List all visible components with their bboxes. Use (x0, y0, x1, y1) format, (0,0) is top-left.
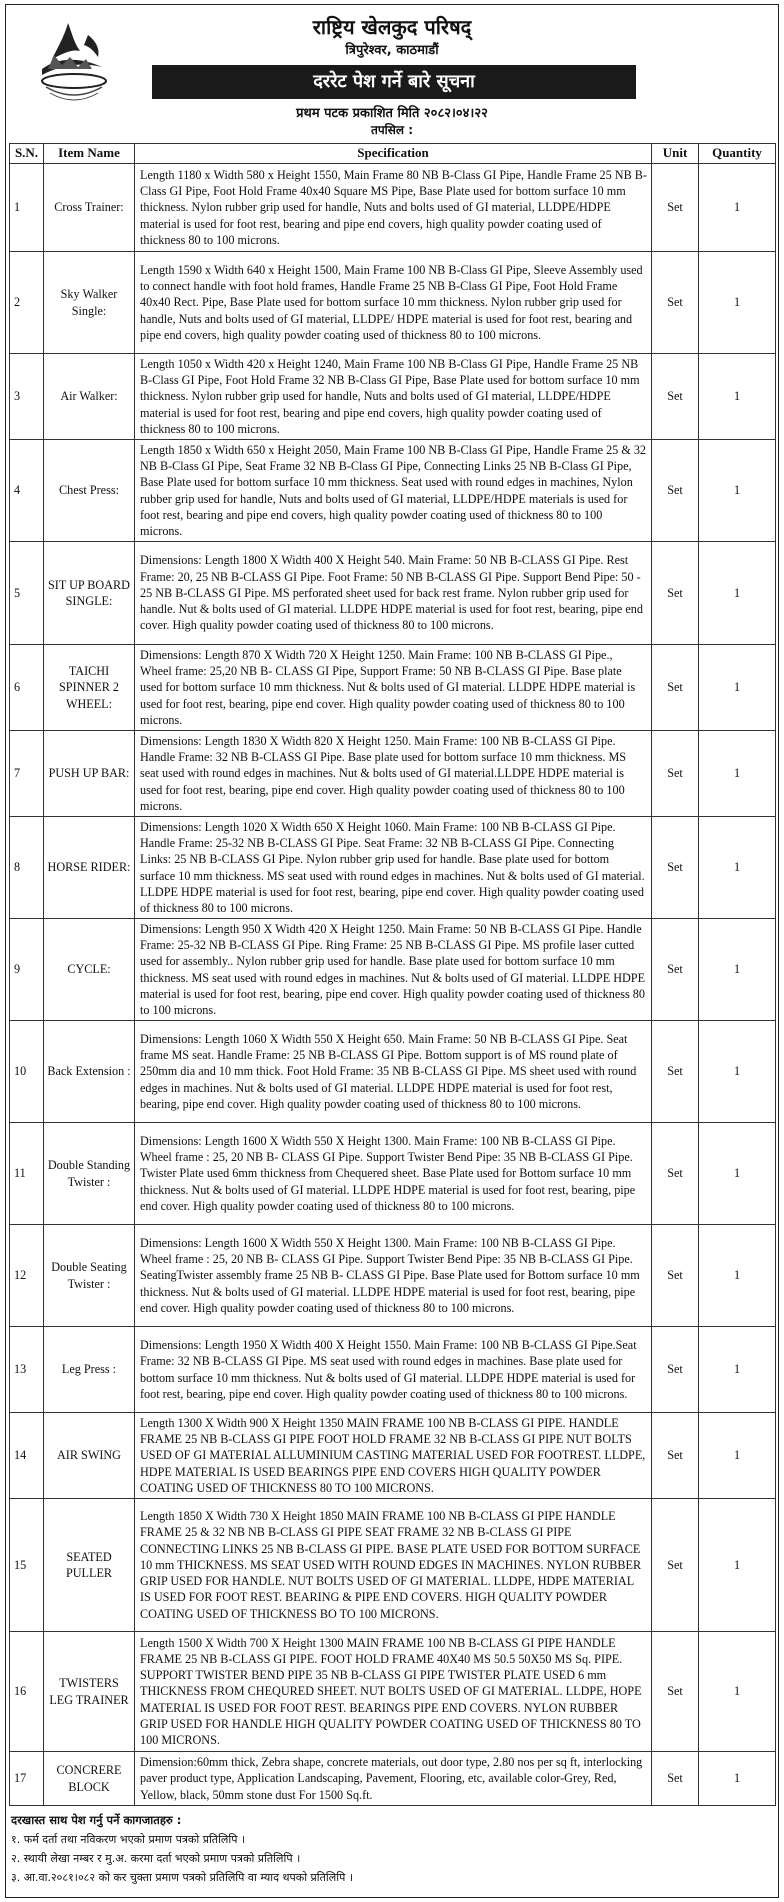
quantity-cell: 1 (699, 1752, 776, 1806)
table-row (10, 645, 776, 731)
serial-number-cell: 5 (10, 542, 44, 645)
specification-cell: Length 1850 x Width 650 x Height 2050, Main Frame 100 NB B-Class GI Pipe, Handle Frame 25 & 32 NB B-Class GI Pipe, Seat Frame 32 NB B-Class GI Pipe, Connecting Links 25 NB B-Class GI Pipe, Base Plate used for bottom surface 10 mm thickness. Seat used with round edges in machines, Nylon rubber grip used for handle, Nuts and bolts used of GI material, LLDPE/HDPE materials is used for foot rest, bearing and pipe end covers, high quality powder coating used of thickness 80 to 100 microns. (135, 440, 652, 542)
quantity-cell: 1 (699, 1413, 776, 1499)
notice-title-banner: दररेट पेश गर्ने बारे सूचना (152, 65, 636, 99)
table-row (10, 731, 776, 817)
item-name-cell: SIT UP BOARD SINGLE: (44, 542, 135, 645)
unit-cell: Set (652, 440, 699, 542)
serial-number-cell: 11 (10, 1123, 44, 1225)
table-row (10, 542, 776, 645)
item-name-cell: SEATED PULLER (44, 1499, 135, 1632)
item-name-cell: TWISTERS LEG TRAINER (44, 1632, 135, 1752)
unit-cell: Set (652, 1021, 699, 1123)
notice-page (5, 4, 779, 1898)
table-row (10, 1632, 776, 1752)
column-header-sn: S.N. (10, 144, 44, 164)
notice-header (6, 5, 778, 140)
quantity-cell: 1 (699, 252, 776, 354)
serial-number-cell: 10 (10, 1021, 44, 1123)
item-name-cell: HORSE RIDER: (44, 817, 135, 919)
column-header-specification: Specification (135, 144, 652, 164)
item-name-cell: Air Walker: (44, 354, 135, 440)
serial-number-cell: 2 (10, 252, 44, 354)
item-name-cell: Sky Walker Single: (44, 252, 135, 354)
quantity-cell: 1 (699, 731, 776, 817)
serial-number-cell: 1 (10, 164, 44, 252)
item-name-cell: CYCLE: (44, 919, 135, 1021)
table-row (10, 1499, 776, 1632)
specification-cell: Dimensions: Length 1800 X Width 400 X Height 540. Main Frame: 50 NB B-CLASS GI Pipe. Rest Frame: 20, 25 NB B-CLASS GI Pipe. Foot Frame: 50 NB B-CLASS GI Pipe. Support Bend Pipe: 50 - 25 NB B-CLASS GI Pipe. MS perforated sheet used for back rest frame. Nylon rubber grip used for handle. Nut & bolts used of GI material. LLDPE HDPE material is used for foot rest, bearing, pipe end cover. High quality powder coating used of thickness 80 to 100 microns. (135, 542, 652, 645)
serial-number-cell: 6 (10, 645, 44, 731)
serial-number-cell: 15 (10, 1499, 44, 1632)
document-item: ३. आ.वा.२०८१।०८२ को कर चुक्ता प्रमाण पत्रको प्रतिलिपि वा म्याद थपको प्रतिलिपि । (11, 1871, 353, 1884)
unit-cell: Set (652, 1499, 699, 1632)
quantity-cell: 1 (699, 440, 776, 542)
serial-number-cell: 9 (10, 919, 44, 1021)
required-documents-title: दरखास्त साथ पेश गर्नु पर्ने कागजातहरु : (11, 1813, 182, 1827)
item-name-cell: Back Extension : (44, 1021, 135, 1123)
unit-cell: Set (652, 919, 699, 1021)
item-name-cell: PUSH UP BAR: (44, 731, 135, 817)
specification-table (9, 143, 776, 1806)
unit-cell: Set (652, 252, 699, 354)
table-row (10, 1123, 776, 1225)
specification-cell: Dimensions: Length 1600 X Width 550 X Height 1300. Main Frame: 100 NB B-CLASS GI Pipe. Wheel frame : 25, 20 NB B- CLASS GI Pipe. Support Twister Bend Pipe: 35 NB B-CLASS GI Pipe. Twister Plate used 6mm thickness from Chequered sheet. Base Plate used for Bottom surface 10 mm thickness. Nut & bolts used of GI material. LLDPE HDPE material is used for foot rest, bearing, pipe end cover. High quality powder coating used of thickness 80 to 100 microns. (135, 1123, 652, 1225)
column-header-unit: Unit (652, 144, 699, 164)
table-row (10, 1225, 776, 1327)
specification-cell: Dimensions: Length 1020 X Width 650 X Height 1060. Main Frame: 100 NB B-CLASS GI Pipe. Handle Frame: 25-32 NB B-CLASS GI Pipe. Seat Frame: 32 NB B-CLASS GI Pipe. Connecting Links: 25 NB B-CLASS GI Pipe. Nylon rubber grip used for handle. Base plate used for bottom surface 10 mm thickness. MS seat used with round edges in machines. Nut & bolts used of GI material. LLDPE HDPE material is used for foot rest, bearing, pipe end cover. High quality powder coating used of thickness 80 to 100 microns. (135, 817, 652, 919)
unit-cell: Set (652, 1632, 699, 1752)
specification-cell: Dimensions: Length 1950 X Width 400 X Height 1550. Main Frame: 100 NB B-CLASS GI Pipe.Seat Frame: 32 NB B-CLASS GI Pipe. MS seat used with round edges in machines. Base plate used for bottom surface 10 mm thickness. Nut & bolts used of GI material. LLDPE HDPE material is used for foot rest, bearing, pipe end cover. High quality powder coating used of thickness 80 to 100 microns. (135, 1327, 652, 1413)
table-row (10, 1021, 776, 1123)
serial-number-cell: 13 (10, 1327, 44, 1413)
table-row (10, 252, 776, 354)
unit-cell: Set (652, 817, 699, 919)
specification-cell: Length 1180 x Width 580 x Height 1550, Main Frame 80 NB B-Class GI Pipe, Handle Frame 25 NB B-Class GI Pipe, Foot Hold Frame 40x40 Square MS Pipe, Base Plate used for bottom surface 10 mm thickness. Nylon rubber grip used for handle, Nuts and bolts used of GI material, LLDPE/HDPE material is used for foot rest, bearing and pipe end covers, high quality powder coating used of thickness 80 to 100 microns. (135, 164, 652, 252)
unit-cell: Set (652, 1225, 699, 1327)
unit-cell: Set (652, 1327, 699, 1413)
required-documents (11, 1811, 773, 1887)
item-name-cell: AIR SWING (44, 1413, 135, 1499)
specification-cell: Length 1590 x Width 640 x Height 1500, Main Frame 100 NB B-Class GI Pipe, Sleeve Assembly used to connect handle with foot hold frames, Handle Frame 25 NB B-Class GI Pipe, Foot Hold Frame 40x40 Rect. Pipe, Base Plate used for bottom surface 10 mm thickness. Nylon rubber grip used for handle, Nuts and bolts used of GI material, LLDPE/ HDPE material is used for foot rest, bearing and pipe end covers, high quality powder coating used of thickness 80 to 100 microns. (135, 252, 652, 354)
specification-cell: Dimensions: Length 1060 X Width 550 X Height 650. Main Frame: 50 NB B-CLASS GI Pipe. Seat frame MS seat. Handle Frame: 25 NB B-CLASS GI Pipe. Bottom support is of MS round plate of 250mm dia and 10 mm thick. Foot Hold Frame: 35 NB B-CLASS GI Pipe. MS sheet used with round edges in machines. Nut & bolts used of GI material. LLDPE HDPE material is used for foot rest, bearing, pipe end cover. High quality powder coating used of thickness 80 to 100 microns. (135, 1021, 652, 1123)
item-name-cell: CONCRERE BLOCK (44, 1752, 135, 1806)
table-row (10, 1413, 776, 1499)
serial-number-cell: 17 (10, 1752, 44, 1806)
specification-cell: Dimensions: Length 1830 X Width 820 X Height 1250. Main Frame: 100 NB B-CLASS GI Pipe. Handle Frame: 32 NB B-CLASS GI Pipe. Base plate used for bottom surface 10 mm thickness. MS seat used with round edges in machines. Nut & bolts used of GI material.LLDPE HDPE material is used for foot rest, bearing, pipe end cover. High quality powder coating used of thickness 80 to 100 microns. (135, 731, 652, 817)
serial-number-cell: 7 (10, 731, 44, 817)
column-header-item-name: Item Name (44, 144, 135, 164)
quantity-cell: 1 (699, 1327, 776, 1413)
specification-cell: Dimensions: Length 1600 X Width 550 X Height 1300. Main Frame: 100 NB B-CLASS GI Pipe. Wheel frame : 25, 20 NB B- CLASS GI Pipe. Support Twister Bend Pipe: 35 NB B-CLASS GI Pipe. SeatingTwister assembly frame 25 NB B- CLASS GI Pipe. Base Plate used for Bottom surface 10 mm thickness. Nut & bolts used of GI material. LLDPE HDPE material is used for foot rest, bearing, pipe end cover. High quality powder coating used of thickness 80 to 100 microns. (135, 1225, 652, 1327)
serial-number-cell: 14 (10, 1413, 44, 1499)
unit-cell: Set (652, 1752, 699, 1806)
specification-cell: Length 1850 X Width 730 X Height 1850 MAIN FRAME 100 NB B-CLASS GI PIPE HANDLE FRAME 25 & 32 NB NB B-CLASS GI PIPE SEAT FRAME 32 NB B-CLASS GI PIPE CONNECTING LINKS 25 NB B-CLASS GI PIPE. BASE PLATE USED FOR BOTTOM SURFACE 10 mm THICKNESS. MS SEAT USED WITH ROUND EDGES IN MACHINES. NYLON RUBBER GRIP USED FOR HANDLE. NUT BOLTS USED OF GI MATERIAL. LLDPE, HDPE MATERIAL IS USED FOR FOOT REST. BEARING & PIPE END COVERS. HIGH QUALITY POWDER COATING USED OF THICKNESS BO TO 100 MICRONS. (135, 1499, 652, 1632)
quantity-cell: 1 (699, 542, 776, 645)
unit-cell: Set (652, 1413, 699, 1499)
quantity-cell: 1 (699, 164, 776, 252)
table-row (10, 919, 776, 1021)
specification-cell: Length 1500 X Width 700 X Height 1300 MAIN FRAME 100 NB B-CLASS GI PIPE HANDLE FRAME 25 NB B-CLASS GI PIPE. FOOT HOLD FRAME 40X40 MS 50.5 50X50 MS Sq. PIPE. SUPPORT TWISTER BEND PIPE 35 NB B-CLASS GI PIPE TWISTER PLATE USED 6 mm THICKNESS FROM CHEQURED SHEET. NUT BOLTS USED OF GI MATERIAL. LLDPE, HOPE MATERIAL IS USED FOR FOOT REST. BEARINGS PIPE END COVERS. NYLON RUBBER GRIP USED FOR HANDLE HIGH QUALITY POWDER COATING USED OF THICKNESS 80 TO 100 MICRONS. (135, 1632, 652, 1752)
item-name-cell: TAICHI SPINNER 2 WHEEL: (44, 645, 135, 731)
document-item: १. फर्म दर्ता तथा नविकरण भएको प्रमाण पत्रको प्रतिलिपि । (11, 1833, 246, 1846)
organization-name: राष्ट्रिय खेलकुद परिषद् (312, 15, 472, 39)
table-row (10, 817, 776, 919)
quantity-cell: 1 (699, 1021, 776, 1123)
quantity-cell: 1 (699, 354, 776, 440)
unit-cell: Set (652, 1123, 699, 1225)
table-row (10, 440, 776, 542)
serial-number-cell: 4 (10, 440, 44, 542)
specification-cell: Length 1050 x Width 420 x Height 1240, Main Frame 100 NB B-Class GI Pipe, Handle Frame 25 NB B-Class GI Pipe, Foot Hold Frame 32 NB B-Class GI Pipe, Base Plate used for bottom surface 10 mm thickness. Nylon rubber grip used for handle, Nuts and bolts used of GI material, LLDPE/HDPE material is used for foot rest, bearing and pipe end covers, high quality powder coating used of thickness 80 to 100 microns. (135, 354, 652, 440)
quantity-cell: 1 (699, 1632, 776, 1752)
serial-number-cell: 12 (10, 1225, 44, 1327)
quantity-cell: 1 (699, 817, 776, 919)
serial-number-cell: 8 (10, 817, 44, 919)
item-name-cell: Cross Trainer: (44, 164, 135, 252)
specification-cell: Dimensions: Length 870 X Width 720 X Height 1250. Main Frame: 100 NB B-CLASS GI Pipe., Wheel frame: 25,20 NB B- CLASS GI Pipe, Support Frame: 50 NB B-CLASS GI Pipe. Base plate used for bottom surface 10 mm thickness. Nut & bolts used of GI material. LLDPE HDPE material is used for foot rest, bearing, pipe end cover. High quality powder coating used of thickness 80 to 100 microns. (135, 645, 652, 731)
specification-cell: Dimension:60mm thick, Zebra shape, concrete materials, out door type, 2.80 nos per sq ft, interlocking paver product type, Application Landscaping, Pavement, Flooring, etc, available color-Grey, Red, Yellow, black, 50mm stone dust For 1500 Sq.ft. (135, 1752, 652, 1806)
quantity-cell: 1 (699, 1225, 776, 1327)
unit-cell: Set (652, 645, 699, 731)
table-row (10, 354, 776, 440)
specification-cell: Length 1300 X Width 900 X Height 1350 MAIN FRAME 100 NB B-CLASS GI PIPE. HANDLE FRAME 25 NB B-CLASS GI PIPE FOOT HOLD FRAME 32 NB B-CLASS GI PIPE NUT BOLTS USED OF GI MATERIAL ALLUMINIUM CASTING MATERIAL USED FOR FOOTREST. LLDPE, HDPE MATERIAL IS USED BEARINGS PIPE END COVERS HIGH QUALITY POWDER COATING USED OF THICKNESS 80 TO 100 MICRONS. (135, 1413, 652, 1499)
item-name-cell: Chest Press: (44, 440, 135, 542)
serial-number-cell: 3 (10, 354, 44, 440)
specification-cell: Dimensions: Length 950 X Width 420 X Height 1250. Main Frame: 50 NB B-CLASS GI Pipe. Handle Frame: 25-32 NB B-CLASS GI Pipe. Ring Frame: 25 NB B-CLASS GI Pipe. MS profile laser cutted used for assembly.. Nylon rubber grip used for handle. Base plate used for bottom surface 10 mm thickness. MS seat used with round edges in machines. Nut & bolts used of GI material. LLDPE HDPE material is used for foot rest, bearing, pipe end cover. High quality powder coating used of thickness 80 to 100 microns. (135, 919, 652, 1021)
item-name-cell: Leg Press : (44, 1327, 135, 1413)
quantity-cell: 1 (699, 645, 776, 731)
unit-cell: Set (652, 731, 699, 817)
organization-address: त्रिपुरेश्वर, काठमाडौं (345, 43, 439, 58)
unit-cell: Set (652, 164, 699, 252)
serial-number-cell: 16 (10, 1632, 44, 1752)
item-name-cell: Double Standing Twister : (44, 1123, 135, 1225)
quantity-cell: 1 (699, 1123, 776, 1225)
unit-cell: Set (652, 354, 699, 440)
quantity-cell: 1 (699, 919, 776, 1021)
table-row (10, 164, 776, 252)
schedule-label: तपसिल : (371, 123, 413, 137)
table-row (10, 1752, 776, 1806)
quantity-cell: 1 (699, 1499, 776, 1632)
unit-cell: Set (652, 542, 699, 645)
item-name-cell: Double Seating Twister : (44, 1225, 135, 1327)
publish-date: प्रथम पटक प्रकाशित मिति २०८२।०४।२२ (296, 106, 488, 121)
document-item: २. स्थायी लेखा नम्बर र मु.अ. करमा दर्ता भएको प्रमाण पत्रको प्रतिलिपि । (11, 1852, 301, 1865)
table-row (10, 1327, 776, 1413)
table-header-row (10, 144, 776, 164)
column-header-quantity: Quantity (699, 144, 776, 164)
